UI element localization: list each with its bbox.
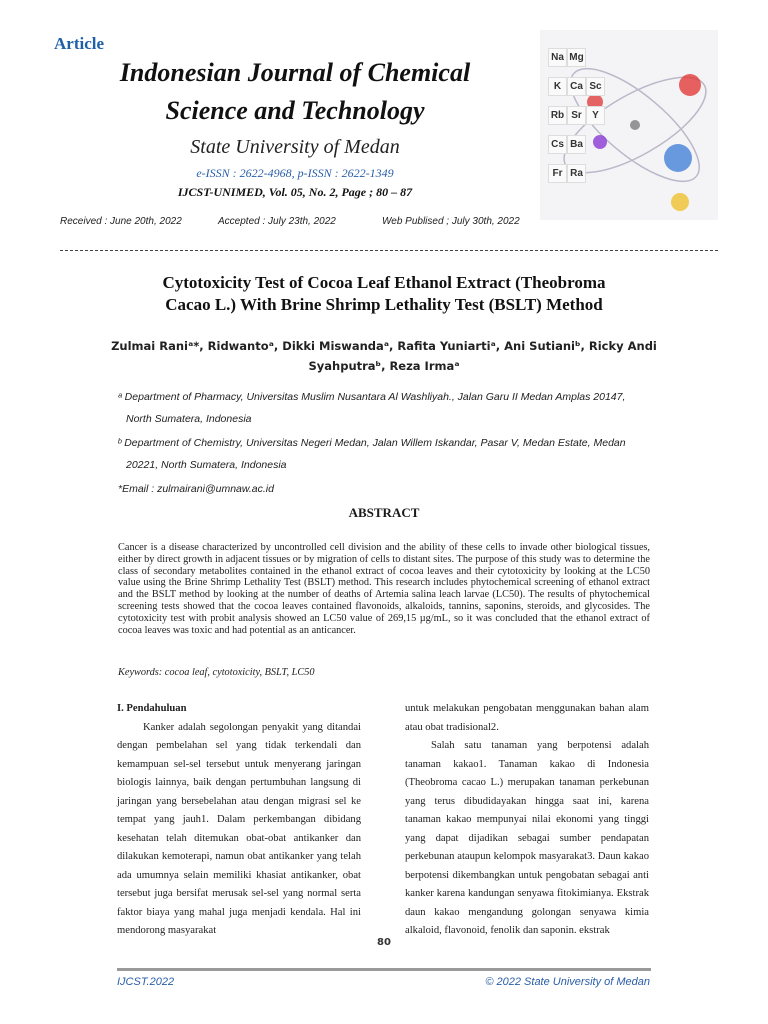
title-line-1: Cytotoxicity Test of Cocoa Leaf Ethanol Extract (Theobroma [162, 273, 606, 292]
element-cell: Cs [548, 135, 567, 154]
footer-divider [117, 968, 651, 971]
affiliation-a-line-1: ᵃ Department of Pharmacy, Universitas Muslim Nusantara Al Washliyah., Jalan Garu II Medan Amplas 20147, [118, 391, 626, 403]
body-paragraph: Salah satu tanaman yang berpotensi adalah tanaman kakao1. Tanaman kakao di Indonesia (Theobroma cacao L.) merupakan tanaman perkebunan yang terus dibudidayakan hingga saat ini, karena tanaman kakao mempunyai nilai ekonomi yang tinggi yang dapat dijadikan sebagai sumber pendapatan perkebunan ataupun kelompok masyarakat3. Daun kakao berpotensi dikembangkan untuk pengobatan sebagai anti kanker karena kandungan senyawa fitokimianya. Ekstrak daun kakao mengandung golongan senyawa kimia alkaloid, flavonoid, fenolik dan saponin. ekstrak [405, 740, 649, 936]
element-cell: Sr [567, 106, 586, 125]
journal-title-line-1: Indonesian Journal of Chemical [119, 58, 471, 87]
volume-line: IJCST-UNIMED, Vol. 05, No. 2, Page ; 80 – 87 [177, 185, 413, 199]
element-cell: Y [586, 106, 605, 125]
title-line-2: Cacao L.) With Brine Shrimp Lethality Test (BSLT) Method [165, 295, 603, 314]
element-cell: Fr [548, 164, 567, 183]
element-cell: Sc [586, 77, 605, 96]
paper-title [80, 272, 688, 316]
keywords: Keywords: cocoa leaf, cytotoxicity, BSLT, LC50 [118, 667, 315, 678]
author-list [110, 336, 658, 376]
article-label: Article [54, 34, 105, 53]
element-cell: Ca [567, 77, 586, 96]
body-paragraph: untuk melakukan pengobatan menggunakan bahan alam atau obat tradisional2. [405, 703, 649, 733]
element-cell: Ra [567, 164, 586, 183]
body-column-right [405, 700, 649, 941]
body-column-left [117, 700, 361, 941]
element-cell: Na [548, 48, 567, 67]
affiliation-a [118, 386, 658, 430]
section-heading: I. Pendahuluan [117, 703, 187, 714]
received-date: Received : June 20th, 2022 [60, 216, 182, 227]
affiliation-a-line-2: North Sumatera, Indonesia [126, 413, 252, 425]
periodic-table-image [540, 30, 718, 220]
element-cell: Rb [548, 106, 567, 125]
element-cell: Ba [567, 135, 586, 154]
affiliation-b-line-2: 20221, North Sumatera, Indonesia [126, 459, 287, 471]
footer-journal: IJCST.2022 [117, 976, 175, 988]
element-cell: Mg [567, 48, 586, 67]
affiliation-b-line-1: ᵇ Department of Chemistry, Universitas Negeri Medan, Jalan Willem Iskandar, Pasar V, Medan Estate, Medan [118, 437, 626, 449]
authors-line-2: Syahputraᵇ, Reza Irmaᵃ [308, 359, 460, 373]
footer-copyright: © 2022 State University of Medan [485, 976, 650, 988]
element-cell: K [548, 77, 567, 96]
corresponding-email: *Email : zulmairani@umnaw.ac.id [118, 483, 274, 495]
page-number: 80 [377, 937, 391, 948]
journal-title-line-2: Science and Technology [165, 96, 425, 125]
accepted-date: Accepted : July 23th, 2022 [218, 216, 336, 227]
university-name: State University of Medan [190, 136, 400, 158]
issn-line: e-ISSN : 2622-4968, p-ISSN : 2622-1349 [196, 166, 394, 180]
authors-line-1: Zulmai Raniᵃ*, Ridwantoᵃ, Dikki Miswandaᵃ, Rafita Yuniartiᵃ, Ani Sutianiᵇ, Ricky Andi [111, 339, 657, 353]
published-date: Web Publised ; July 30th, 2022 [382, 216, 520, 227]
body-paragraph: Kanker adalah segolongan penyakit yang ditandai dengan pembelahan sel yang tidak terkendali dan kemampuan sel-sel tersebut untuk menyerang jaringan biologis lainnya, baik dengan pertumbuhan langsung di jaringan yang bersebelahan atau dengan migrasi sel ke tempat yang jauh1. Dalam perkembangan dibidang kesehatan telah ditemukan obat-obat antikanker dan dilakukan kemoterapi, namun obat antikanker yang telah ada umumnya selain memiliki khasiat antikanker, obat tersebut juga bersifat merusak sel-sel yang normal serta faktor biaya yang mahal juga menjadi kendala. Hal ini mendorong masyarakat [117, 721, 361, 936]
affiliation-b [118, 432, 658, 476]
header-divider [60, 250, 718, 251]
abstract-heading: ABSTRACT [348, 505, 420, 520]
abstract-text: Cancer is a disease characterized by uncontrolled cell division and the ability of these cells to invade other biological tissues, either by direct growth in adjacent tissues or by migration of cells to distant sites. The purpose of this study was to determine the class of secondary metabolites contained in the ethanol extract of cocoa leaves and their cytotoxicity by looking at the LC50 value using the Brine Shrimp Lethality Test (BSLT) method. This research includes phytochemical screening of ethanol extract and the BSLT method by looking at the number of deaths of Artemia salina leach larvae (LC50). The results of phytochemical screening tests showed that the cocoa leaves contained flavonoids, alkaloids, tannins, saponins, steroids, and glycosides. The cytotoxicity test with probit analysis showed an LC50 value of 269,15 µg/mL, so it was concluded that the ethanol extract of cocoa leaves was toxic and had potential as an anticancer. [118, 542, 650, 636]
